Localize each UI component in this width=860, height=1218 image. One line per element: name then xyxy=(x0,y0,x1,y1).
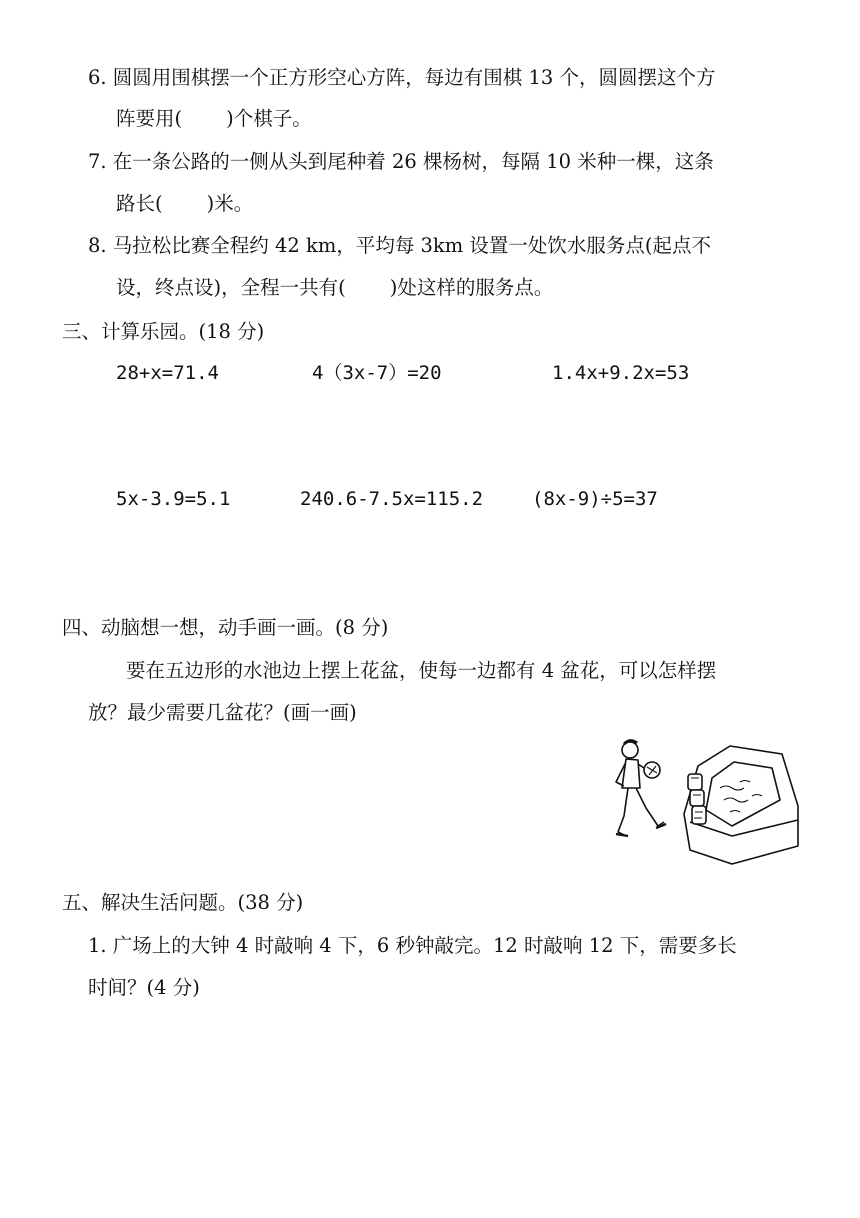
equation: 4（3x-7）=20 xyxy=(312,362,442,384)
section-5-title: 五、解决生活问题。(38 分) xyxy=(62,891,304,914)
question-6-text-a: 阵要用( xyxy=(116,107,183,130)
equation: (8x-9)÷5=37 xyxy=(532,488,658,510)
question-1-line1: 1. 广场上的大钟 4 时敲响 4 下，6 秒钟敲完。12 时敲响 12 下，需要多长 xyxy=(88,934,737,957)
equation: 1.4x+9.2x=53 xyxy=(552,362,690,384)
section-4-line2: 放？最少需要几盆花？(画一画) xyxy=(88,701,357,724)
question-8-line1: 8. 马拉松比赛全程约 42 km，平均每 3km 设置一处饮水服务点(起点不 xyxy=(88,234,712,257)
question-8-text-b: )处这样的服务点。 xyxy=(389,276,554,299)
question-1-line2: 时间？(4 分) xyxy=(88,976,200,999)
section-4-line1: 要在五边形的水池边上摆上花盆，使每一边都有 4 盆花，可以怎样摆 xyxy=(126,659,717,682)
pentagon-pool-illustration xyxy=(612,738,802,868)
equation: 28+x=71.4 xyxy=(116,362,219,384)
equation: 240.6-7.5x=115.2 xyxy=(300,488,484,510)
question-8-line2 xyxy=(116,278,553,298)
section-3-title: 三、计算乐园。(18 分) xyxy=(62,320,265,343)
section-4-title: 四、动脑想一想，动手画一画。(8 分) xyxy=(62,616,389,639)
question-6-line1: 6. 圆圆用围棋摆一个正方形空心方阵，每边有围棋 13 个，圆圆摆这个方 xyxy=(88,66,716,89)
question-7-text-a: 路长( xyxy=(116,192,163,215)
question-6-text-b: )个棋子。 xyxy=(226,107,312,130)
question-6-line2 xyxy=(116,109,312,129)
question-7-line1: 7. 在一条公路的一侧从头到尾种着 26 棵杨树，每隔 10 米种一棵，这条 xyxy=(88,150,714,173)
equation: 5x-3.9=5.1 xyxy=(116,488,231,510)
question-7-text-b: )米。 xyxy=(206,192,254,215)
question-7-line2 xyxy=(116,194,253,214)
question-8-text-a: 设，终点设)，全程一共有( xyxy=(116,276,346,299)
